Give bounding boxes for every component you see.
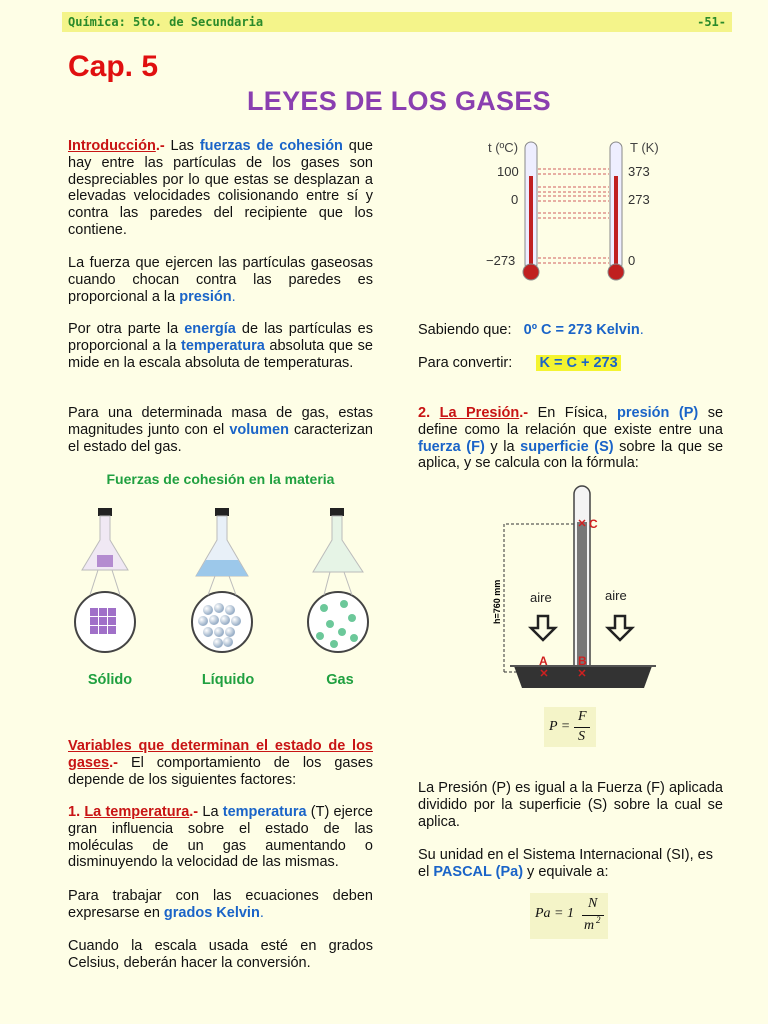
keyword-temperatura: temperatura <box>181 337 265 354</box>
keyword-energia: energía <box>184 321 236 337</box>
celsius-tick-100: 100 <box>497 164 519 179</box>
mass-paragraph: Para una determinada masa de gas, estas magnitudes junto con el volumen caracterizan el estado del gas. <box>68 405 373 455</box>
height-label: h=760 mm <box>492 579 502 624</box>
pressure-paragraph: 2. La Presión.- En Física, presión (P) se define como la relación que existe entre una fuerza (F) y la superficie (S) sobre la que se aplica, y se calcula con la fórmula: <box>418 405 724 472</box>
keyword-volumen: volumen <box>229 421 289 438</box>
convert-line: Para convertir: K = C + 273 <box>418 355 723 372</box>
state-label-liquid: Líquido <box>201 672 255 688</box>
point-c-label: C <box>589 517 598 531</box>
kelvin-axis-label: T (K) <box>630 140 659 155</box>
celsius-kelvin-equivalence: 0º C = 273 Kelvin <box>523 322 640 338</box>
header-bar <box>62 12 732 32</box>
keyword-presion: presión <box>179 288 232 305</box>
temperature-label: La temperatura <box>84 804 190 820</box>
keyword-pascal: PASCAL (Pa) <box>433 863 524 880</box>
celsius-axis-label: t (ºC) <box>488 140 519 155</box>
solid-flask-icon <box>75 508 135 652</box>
kelvin-tick-373: 373 <box>628 164 650 179</box>
variables-label: Variables que determinan el estado de los gases <box>68 738 373 771</box>
header-subject: Química: 5to. de Secundaria <box>68 15 264 29</box>
air-right-label: aire <box>605 588 627 603</box>
knowing-line: Sabiendo que: 0º C = 273 Kelvin. <box>418 322 644 338</box>
cohesion-figure-title: Fuerzas de cohesión en la materia <box>106 471 335 487</box>
pressure-label: La Presión <box>439 405 520 421</box>
kelvin-tick-0: 0 <box>628 253 636 268</box>
energy-paragraph: Por otra parte la energía de las partículas es proporcional a la temperatura absoluta que se mide en la escala absoluta de temperaturas. <box>68 321 373 371</box>
point-b-label: B <box>578 654 587 668</box>
point-a-label: A <box>539 654 548 668</box>
liquid-flask-icon <box>192 508 252 652</box>
thermometer-diagram <box>478 136 668 288</box>
air-left-arrow-icon <box>531 616 555 640</box>
keyword-cohesion: fuerzas de cohesión <box>199 138 343 154</box>
air-left-label: aire <box>530 590 552 605</box>
barometer-diagram <box>486 484 666 696</box>
kelvin-paragraph: Para trabajar con las ecuaciones deben expresarse en grados Kelvin. <box>68 888 373 921</box>
keyword-kelvin: grados Kelvin <box>163 904 260 921</box>
state-label-solid: Sólido <box>87 672 133 688</box>
air-right-arrow-icon <box>608 616 632 640</box>
state-label-gas: Gas <box>326 672 354 688</box>
pascal-formula: Pa = 1 N m 2 <box>530 893 608 939</box>
kelvin-tick-273: 273 <box>628 192 650 207</box>
pressure-definition-paragraph: La Presión (P) es igual a la Fuerza (F) aplicada dividido por la superficie (S) sobre la cual se aplica. <box>418 780 723 830</box>
conversion-paragraph: Cuando la escala usada esté en grados Celsius, deberán hacer la conversión. <box>68 938 373 971</box>
pressure-formula: P = F S <box>544 707 596 747</box>
gas-flask-icon <box>308 508 368 652</box>
celsius-tick-neg273: −273 <box>486 253 516 268</box>
si-unit-paragraph: Su unidad en el Sistema Internacional (SI), es el PASCAL (Pa) y equivale a: <box>418 847 713 880</box>
chapter-label: Cap. 5 <box>68 50 159 83</box>
force-paragraph: La fuerza que ejercen las partículas gaseosas cuando chocan contra las paredes es proporcional a la presión. <box>68 255 373 305</box>
variables-paragraph: Variables que determinan el estado de los gases.- El comportamiento de los gases depende de los siguientes factores: <box>68 738 374 788</box>
header-page-number: -51- <box>697 15 726 29</box>
intro-paragraph: Introducción.- Las fuerzas de cohesión que hay entre las partículas de los gases son despreciables por lo que estas se desplazan a elevadas velocidades colisionando entre sí y contra las paredes del recipiente que los contiene. <box>68 138 373 238</box>
celsius-tick-0: 0 <box>511 192 519 207</box>
conversion-formula: K = C + 273 <box>536 355 620 371</box>
states-of-matter-illustration <box>68 500 373 670</box>
temperature-paragraph: 1. La temperatura.- La temperatura (T) ejerce gran influencia sobre el estado de las moléculas de un gas aumentando o disminuyendo la velocidad de las mismas. <box>68 804 373 871</box>
page-title: LEYES DE LOS GASES <box>247 86 551 116</box>
intro-label: Introducción <box>68 138 156 154</box>
